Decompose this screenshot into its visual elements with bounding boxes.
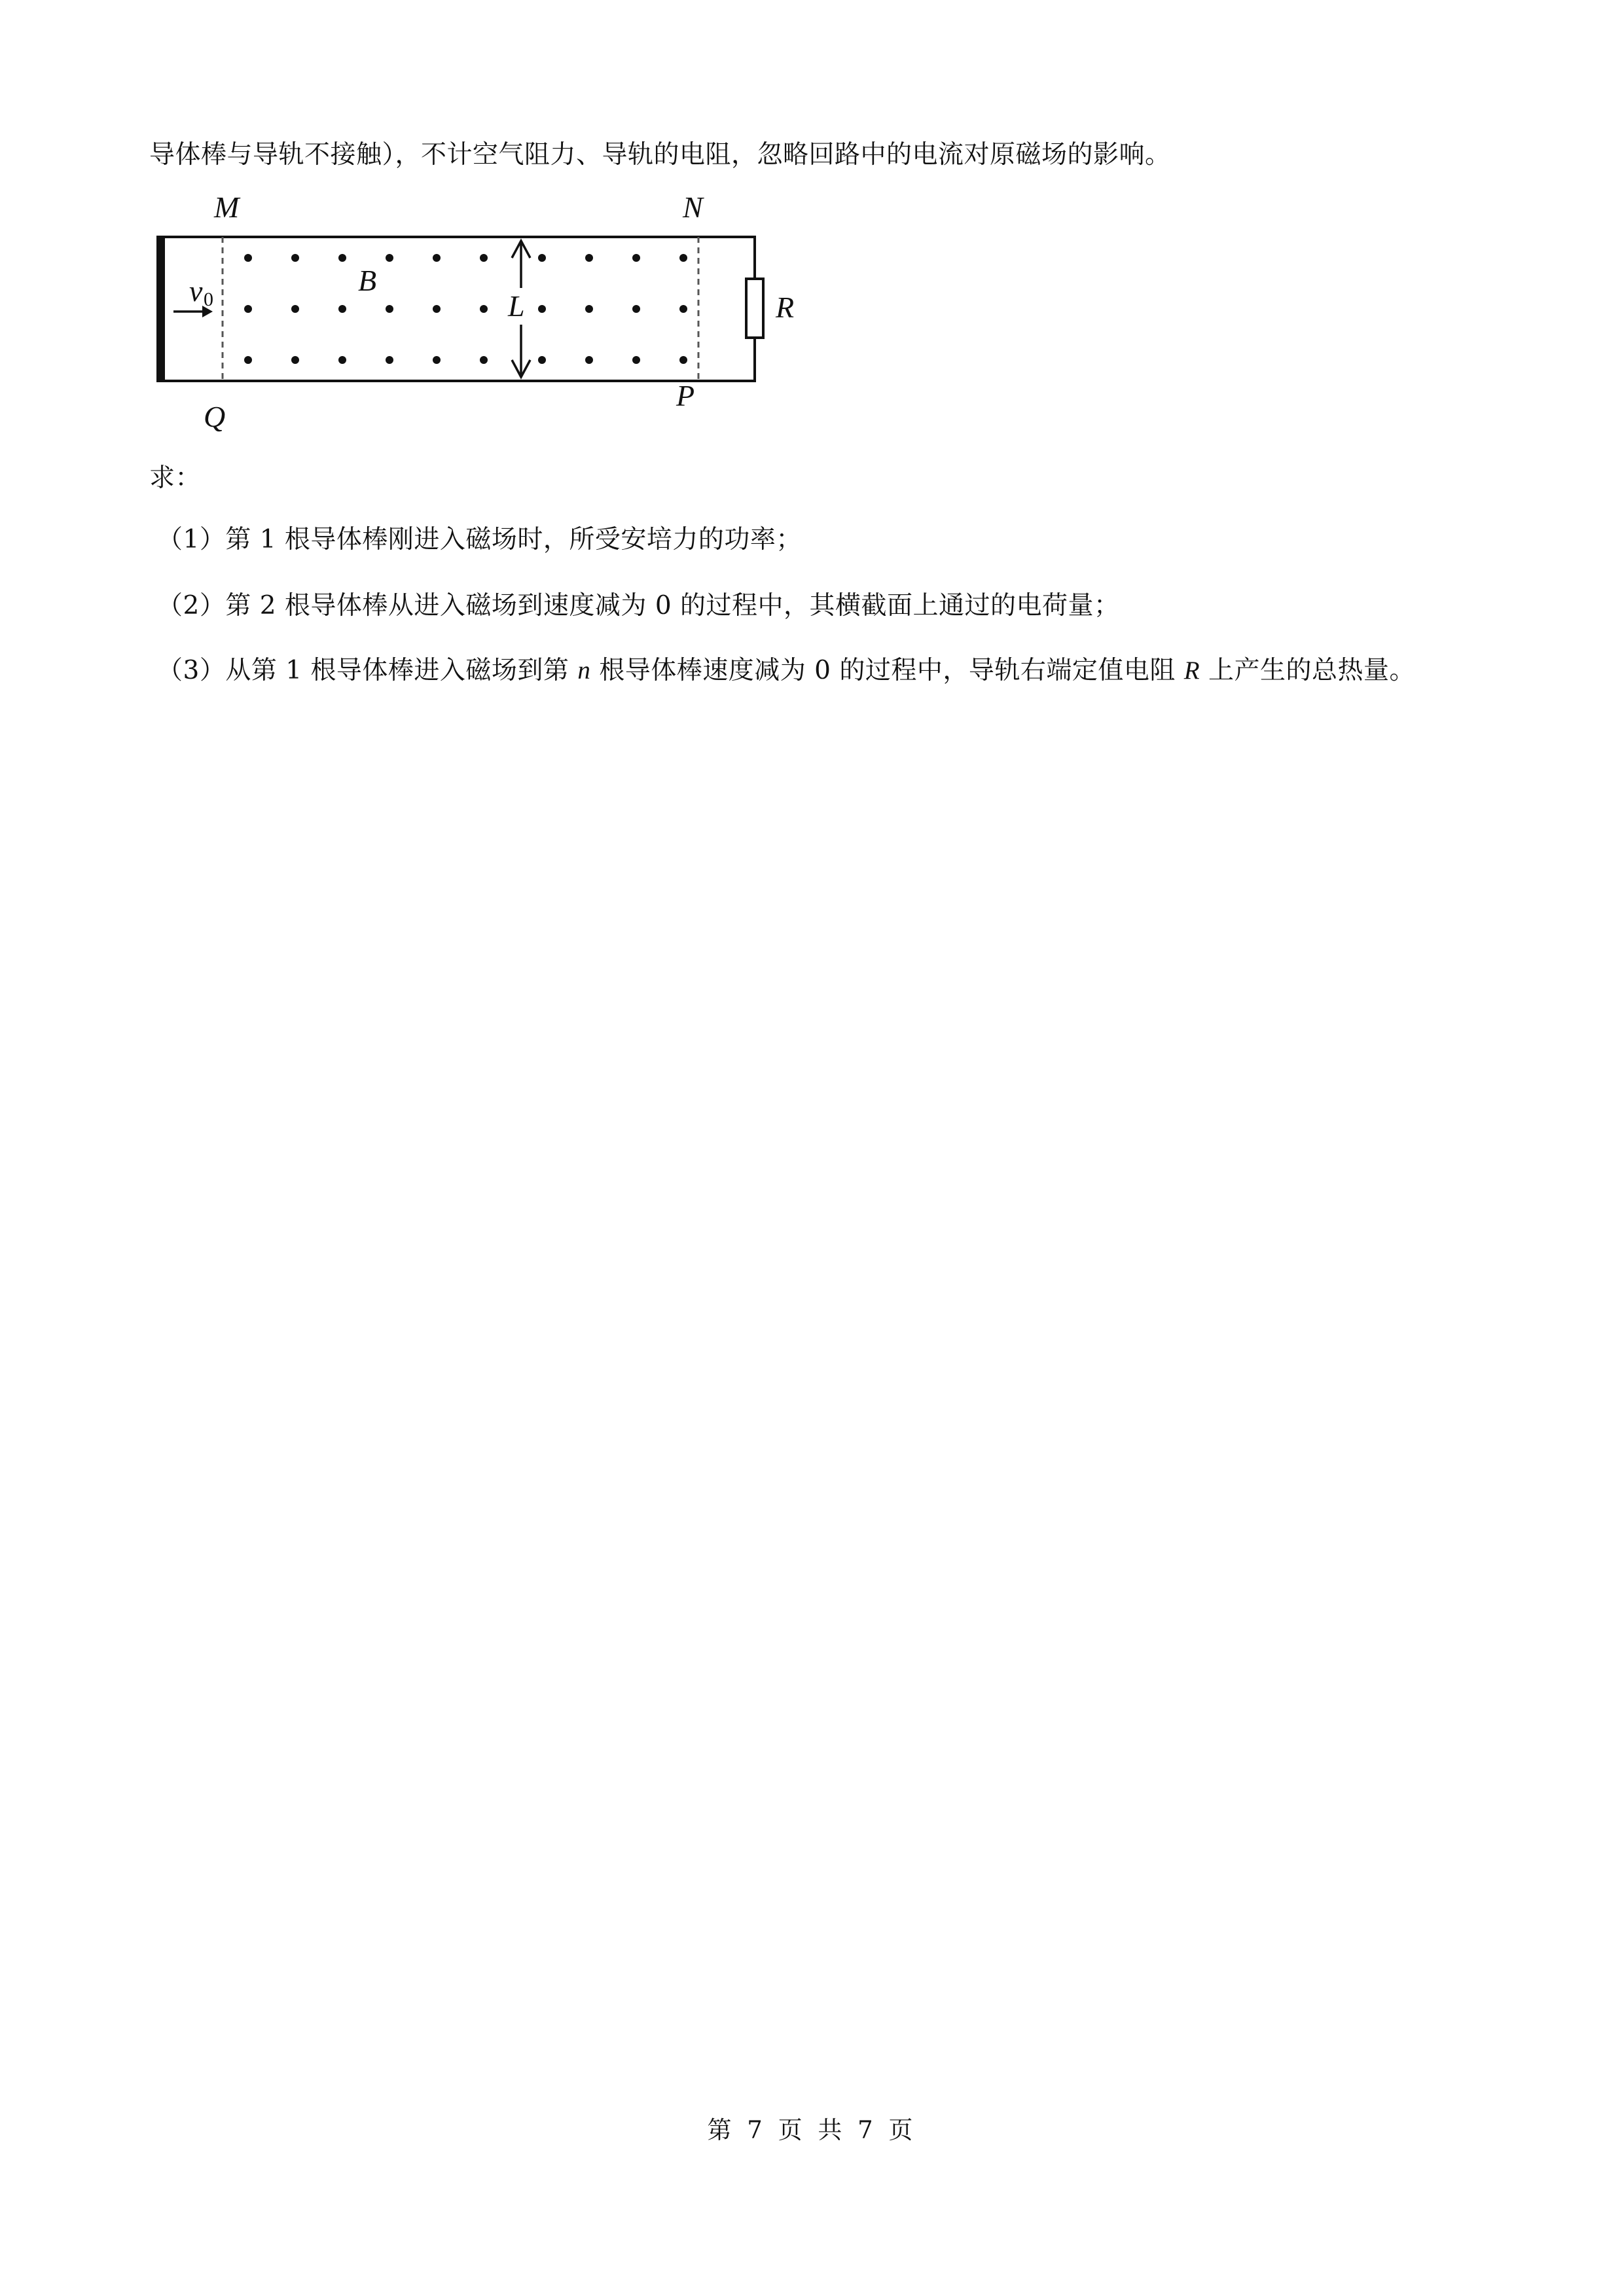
field-dot — [291, 305, 299, 313]
field-dot — [386, 356, 393, 364]
field-dot — [538, 305, 546, 313]
question-1: （1）第 1 根导体棒刚进入磁场时，所受安培力的功率； — [157, 525, 802, 554]
field-dot — [585, 305, 593, 313]
label-P: P — [676, 379, 695, 412]
label-R: R — [776, 291, 795, 324]
field-dot — [538, 356, 546, 364]
label-v: v — [189, 274, 203, 308]
page-footer: 第 7 页 共 7 页 — [707, 2116, 917, 2144]
label-Q: Q — [204, 400, 226, 433]
field-dot — [338, 254, 346, 262]
question-3-part3: 上产生的总热量。 — [1200, 656, 1415, 685]
field-dot — [244, 305, 252, 313]
question-2: （2）第 2 根导体棒从进入磁场到速度减为 0 的过程中，其横截面上通过的电荷量； — [157, 591, 1120, 620]
field-dot — [632, 254, 640, 262]
question-3 — [157, 655, 1415, 687]
label-M: M — [214, 190, 240, 224]
label-N: N — [683, 190, 703, 224]
field-dot — [480, 305, 488, 313]
field-dot — [244, 254, 252, 262]
question-3-part2: 根导体棒速度减为 0 的过程中，导轨右端定值电阻 — [590, 656, 1184, 685]
field-dot — [291, 356, 299, 364]
field-dot — [632, 356, 640, 364]
circuit-diagram — [147, 190, 802, 439]
label-v-subscript: 0 — [204, 289, 213, 310]
variable-R: R — [1183, 656, 1200, 685]
resistor — [746, 279, 763, 338]
variable-n: n — [577, 656, 591, 685]
intro-text: 导体棒与导轨不接触），不计空气阻力、导轨的电阻，忽略回路中的电流对原磁场的影响。 — [149, 140, 1171, 170]
field-dot — [433, 356, 441, 364]
field-dot — [338, 305, 346, 313]
field-dot — [679, 305, 687, 313]
field-dot — [585, 254, 593, 262]
field-dot — [480, 254, 488, 262]
field-dot — [386, 305, 393, 313]
field-dot — [244, 356, 252, 364]
field-dot — [585, 356, 593, 364]
field-dot — [291, 254, 299, 262]
field-dot — [338, 356, 346, 364]
field-dot — [386, 254, 393, 262]
conductor-bar — [156, 236, 165, 382]
question-3-part1: （3）从第 1 根导体棒进入磁场到第 — [157, 656, 578, 685]
field-dot — [632, 305, 640, 313]
field-dot — [433, 254, 441, 262]
label-B: B — [358, 264, 377, 297]
field-dot — [679, 356, 687, 364]
field-dot — [480, 356, 488, 364]
field-dot — [679, 254, 687, 262]
magnetic-field-dots — [244, 254, 687, 364]
ask-label: 求： — [149, 463, 202, 493]
label-L: L — [508, 289, 525, 323]
field-dot — [538, 254, 546, 262]
field-dot — [433, 305, 441, 313]
